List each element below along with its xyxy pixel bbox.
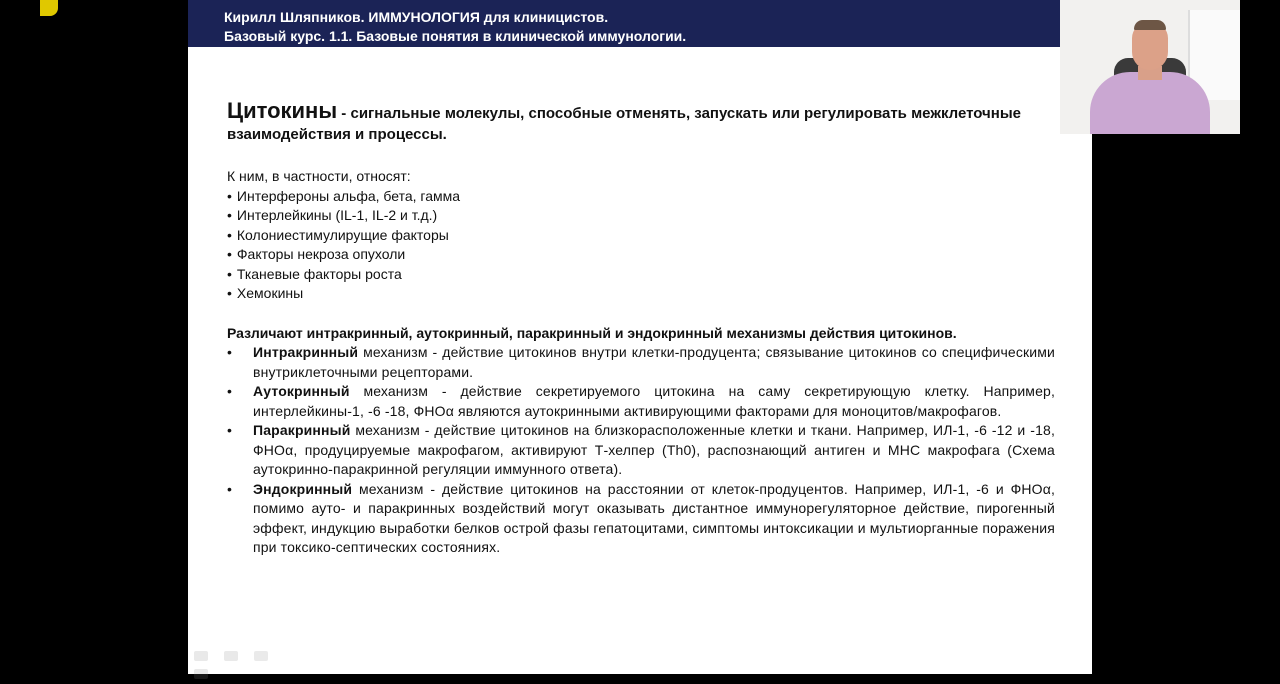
cursor-marker-icon	[40, 0, 58, 16]
mechanism-text: механизм - действие цитокинов на близкорасположенные клетки и ткани. Например, ИЛ-1, -6 -12 и -18, ФНОα, продуцируемые макрофагом, активируют Т-хелпер (Th0), распознающий антиген и МНС макрофага (Схема аутокринно-паракринной регуляции иммунного ответа).	[253, 422, 1055, 477]
list-item: • Колониестимулирущие факторы	[227, 226, 1055, 246]
slide-content	[227, 100, 1055, 558]
term-heading: Цитокины	[227, 98, 338, 123]
mechanism-paracrine	[227, 421, 1055, 480]
presentation-slide	[188, 0, 1092, 674]
next-slide-icon[interactable]	[194, 669, 208, 679]
presenter-video	[1060, 0, 1240, 134]
mechanism-endocrine	[227, 480, 1055, 558]
lesson-title: Базовый курс. 1.1. Базовые понятия в клинической иммунологии.	[224, 28, 687, 44]
mechanism-intracrine	[227, 343, 1055, 382]
mechanism-term: Аутокринный	[253, 383, 350, 399]
types-lead: К ним, в частности, относят:	[227, 168, 411, 184]
slide-header	[188, 0, 1060, 47]
slide-nav-toolbar	[194, 648, 304, 662]
types-list	[227, 187, 1055, 304]
list-item: • Факторы некроза опухоли	[227, 245, 1055, 265]
list-item: • Интерлейкины (IL-1, IL-2 и т.д.)	[227, 206, 1055, 226]
list-item: • Хемокины	[227, 284, 1055, 304]
list-item: • Тканевые факторы роста	[227, 265, 1055, 285]
prev-slide-icon[interactable]	[194, 651, 208, 661]
right-black-border	[1240, 0, 1280, 674]
presenter-hair	[1134, 20, 1166, 30]
left-black-border	[0, 0, 188, 674]
mechanism-term: Эндокринный	[253, 480, 353, 497]
list-item: • Интерфероны альфа, бета, гамма	[227, 187, 1055, 207]
mechanism-text: механизм - действие секретируемого цитокина на саму секретирующую клетку. Например, интерлейкины-1, -6 -18, ФНОα являются аутокринными активирующими факторами для моноцитов/макрофагов.	[253, 383, 1055, 419]
mechanism-term: Паракринный	[253, 422, 351, 438]
mechanisms-list	[227, 343, 1055, 558]
mechanism-text: механизм - действие цитокинов на расстоянии от клеток-продуцентов. Например, ИЛ-1, -6 и ФНОα, помимо ауто- и паракринных воздействий могут оказывать дистантное иммунорегуляторное действие, пирогенный эффект, индукцию выработки белков острой фазы гепатоцитами, симптомы интоксикации и мультиорганные поражения при токсико-септических состояниях.	[253, 480, 1055, 555]
mechanism-text: механизм - действие цитокинов внутри клетки-продуцента; связывание цитокинов со специфическими внутриклеточными рецепторами.	[253, 344, 1055, 380]
definition-block	[227, 100, 1055, 145]
course-title: Кирилл Шляпников. ИММУНОЛОГИЯ для клиницистов.	[224, 9, 609, 25]
mechanism-term: Интракринный	[253, 344, 359, 360]
term-definition: - сигнальные молекулы, способные отменять, запускать или регулировать межклеточные взаимодействия и процессы.	[227, 105, 1021, 143]
mechanisms-heading: Различают интракринный, аутокринный, паракринный и эндокринный механизмы действия цитокинов.	[227, 324, 957, 341]
menu-icon[interactable]	[254, 651, 268, 661]
mechanism-autocrine	[227, 382, 1055, 421]
pen-icon[interactable]	[224, 651, 238, 661]
cytokine-types	[227, 167, 1055, 304]
presenter-body	[1090, 72, 1210, 134]
